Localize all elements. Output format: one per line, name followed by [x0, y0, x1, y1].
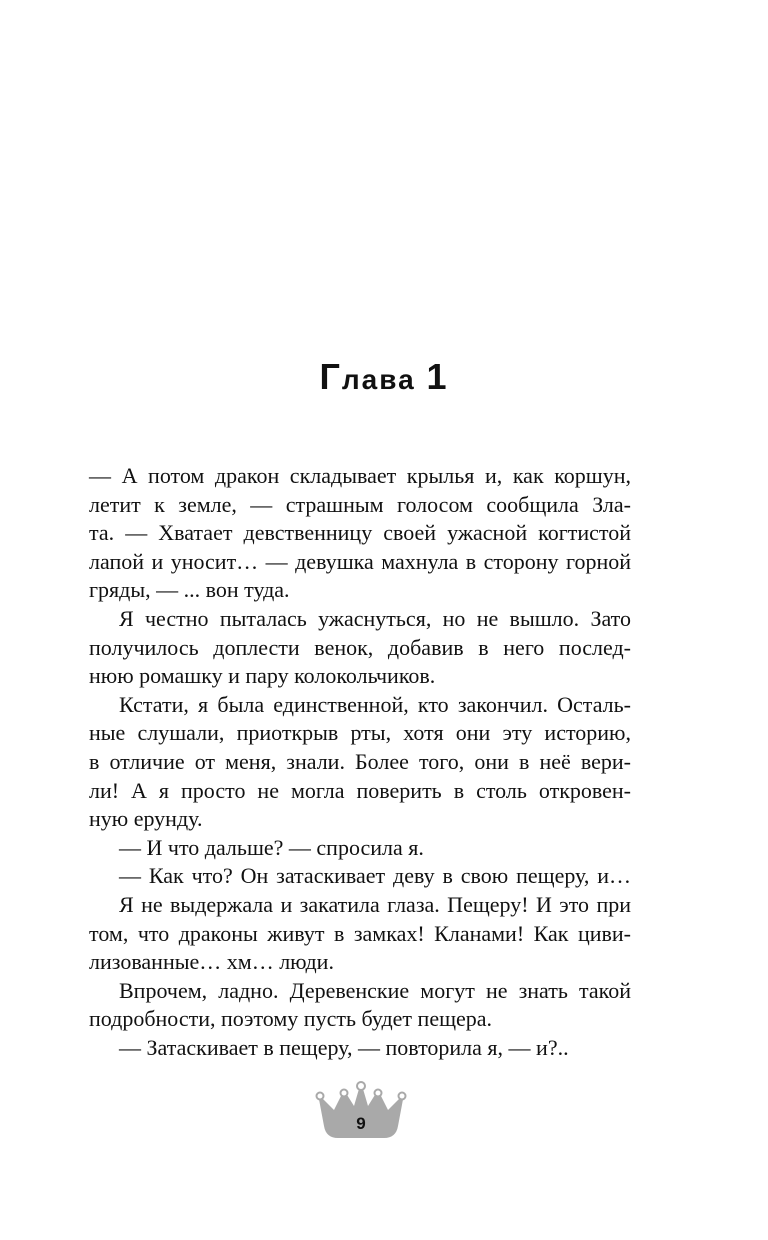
text-line: нюю ромашку и пару колокольчиков. — [89, 663, 436, 689]
text-line: — Затаскивает в пещеру, — повторила я, — и?.. — [119, 1034, 569, 1060]
text-line: — Как что? Он затаскивает деву в свою пещеру, и… — [119, 863, 631, 889]
chapter-title-rest: лава — [341, 364, 416, 395]
text-line: ные слушали, приоткрыв рты, хотя они эту историю, — [89, 720, 631, 746]
text-line: лизованные… хм… люди. — [89, 949, 334, 975]
text-line: Кстати, я была единственной, кто закончил. Осталь- — [119, 691, 631, 717]
text-line: Впрочем, ладно. Деревенские могут не знать такой — [119, 977, 631, 1003]
text-line: Я честно пыталась ужаснуться, но не вышло. Зато — [119, 605, 631, 631]
chapter-title — [0, 356, 768, 398]
text-line: лапой и уносит… — девушка махнула в сторону горной — [89, 548, 631, 574]
text-line: летит к земле, — страшным голосом сообщила Зла- — [89, 491, 631, 517]
chapter-number: 1 — [426, 356, 449, 397]
text-line: ную ерунду. — [89, 806, 203, 832]
text-line: ли! А я просто не могла поверить в столь откровен- — [89, 777, 631, 803]
text-line: подробности, поэтому пусть будет пещера. — [89, 1006, 493, 1032]
text-line: та. — Хватает девственницу своей ужасной когтистой — [89, 520, 631, 546]
page-number: 9 — [356, 1114, 366, 1133]
text-line: гряды, — ... вон туда. — [89, 577, 290, 603]
chapter-title-initial: Г — [319, 356, 342, 397]
text-line: — И что дальше? — спросила я. — [119, 834, 424, 860]
text-line: получилось доплести венок, добавив в него послед- — [89, 634, 631, 660]
text-line: Я не выдержала и закатила глаза. Пещеру! И это при — [119, 891, 631, 917]
text-line: в отличие от меня, знали. Более того, они в неё вери- — [89, 748, 631, 774]
chapter-text — [89, 462, 631, 1062]
text-line: — А потом дракон складывает крылья и, как коршун, — [89, 463, 631, 488]
text-line: том, что драконы живут в замках! Кланами! Как циви- — [89, 920, 631, 946]
